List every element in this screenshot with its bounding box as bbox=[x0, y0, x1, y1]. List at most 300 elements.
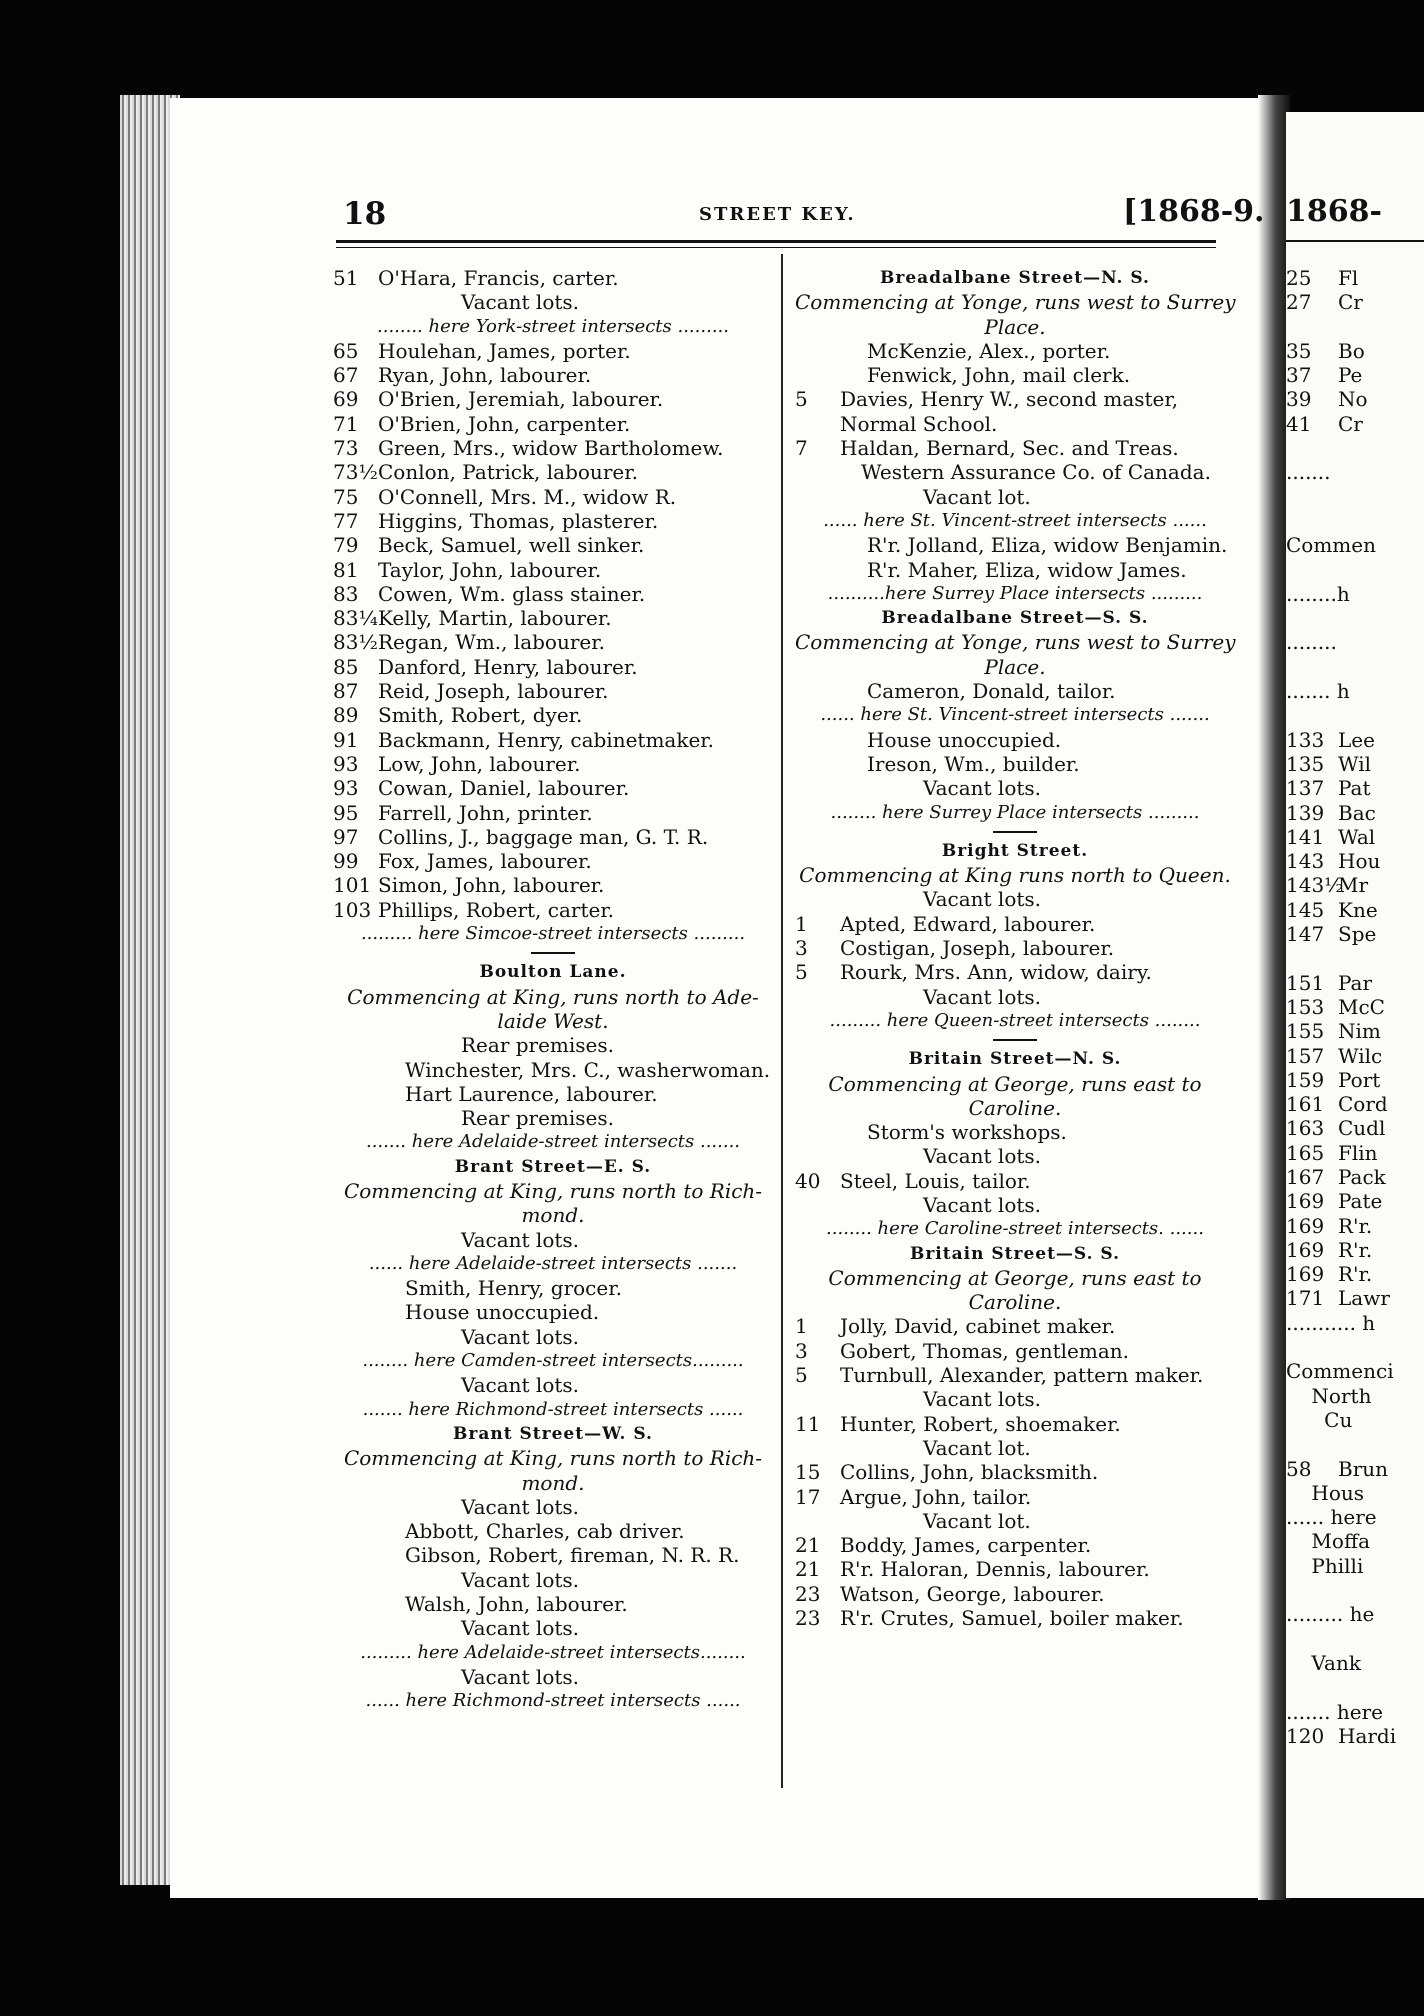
directory-entry bbox=[333, 606, 773, 630]
resident-name: Walsh, John, labourer. bbox=[405, 1592, 628, 1617]
vacancy-note: Vacant lots. bbox=[461, 1567, 580, 1592]
directory-entry bbox=[333, 776, 773, 800]
resident-name: R'r. Haloran, Dennis, labourer. bbox=[840, 1557, 1150, 1582]
blank-line bbox=[1286, 1627, 1424, 1651]
house-number: 83½ bbox=[333, 630, 378, 655]
vacancy-note: Vacant lots. bbox=[923, 1144, 1042, 1169]
intersection-note: ...... here Adelaide-street intersects ....... bbox=[368, 1252, 738, 1274]
middle-column bbox=[795, 266, 1235, 1630]
resident-name: Lee bbox=[1338, 727, 1375, 752]
resident-name: Hardi bbox=[1338, 1723, 1397, 1748]
text-line: ........h bbox=[1286, 581, 1350, 606]
resident-name: Cameron, Donald, tailor. bbox=[867, 679, 1116, 704]
intersection-note: ...... here Richmond-street intersects ...... bbox=[365, 1690, 741, 1712]
resident-name: Pe bbox=[1338, 363, 1363, 388]
directory-entry bbox=[333, 533, 773, 557]
house-number: 153 bbox=[1286, 994, 1325, 1019]
house-number: 167 bbox=[1286, 1164, 1325, 1189]
directory-entry bbox=[333, 898, 773, 922]
house-number: 75 bbox=[333, 484, 359, 509]
street-title: Bright Street. bbox=[941, 840, 1089, 861]
resident-name: Hunter, Robert, shoemaker. bbox=[840, 1411, 1121, 1436]
street-title: Boulton Lane. bbox=[479, 962, 627, 983]
resident-name: Argue, John, tailor. bbox=[840, 1484, 1032, 1509]
resident-name: Fox, James, labourer. bbox=[378, 849, 592, 874]
directory-entry bbox=[1286, 1165, 1424, 1189]
directory-entry bbox=[1286, 776, 1424, 800]
house-number: 83¼ bbox=[333, 606, 378, 631]
directory-entry bbox=[795, 1485, 1235, 1509]
house-number: 83 bbox=[333, 581, 359, 606]
resident-name: R'r. Maher, Eliza, widow James. bbox=[867, 557, 1187, 582]
directory-entry bbox=[1286, 849, 1424, 873]
text-line: ......... he bbox=[1286, 1602, 1375, 1627]
vacancy-note: Vacant lots. bbox=[461, 1324, 580, 1349]
house-number: 11 bbox=[795, 1411, 821, 1436]
street-description: Commencing at Yonge, runs west to Surrey bbox=[795, 290, 1236, 315]
house-number: 37 bbox=[1286, 363, 1312, 388]
resident-name: Houlehan, James, porter. bbox=[378, 338, 631, 363]
house-number: 25 bbox=[1286, 266, 1312, 290]
vacancy-note: Vacant lots. bbox=[923, 1192, 1042, 1217]
text-line: ....... h bbox=[1286, 679, 1350, 704]
directory-entry bbox=[1286, 728, 1424, 752]
directory-entry bbox=[333, 873, 773, 897]
blank-line bbox=[1286, 655, 1424, 679]
intersection-note: ...... here St. Vincent-street intersects ....... bbox=[820, 704, 1210, 726]
resident-name: Danford, Henry, labourer. bbox=[378, 654, 638, 679]
house-number: 77 bbox=[333, 508, 359, 533]
house-number: 5 bbox=[795, 1363, 808, 1388]
directory-entry bbox=[795, 960, 1235, 984]
directory-entry bbox=[333, 703, 773, 727]
house-number: 165 bbox=[1286, 1140, 1325, 1165]
directory-entry bbox=[795, 1606, 1235, 1630]
resident-name: R'r. bbox=[1338, 1213, 1373, 1238]
house-number: 51 bbox=[333, 266, 359, 290]
intersection-note: ...... here St. Vincent-street intersects ...... bbox=[823, 509, 1207, 531]
resident-name: Gibson, Robert, fireman, N. R. R. bbox=[405, 1543, 740, 1568]
vacancy-note: Rear premises. bbox=[461, 1106, 615, 1131]
directory-entry bbox=[1286, 1262, 1424, 1286]
header-rule-top bbox=[336, 240, 1216, 243]
house-number: 65 bbox=[333, 338, 359, 363]
text-line: Commenci bbox=[1286, 1359, 1394, 1384]
resident-name: Ireson, Wm., builder. bbox=[867, 751, 1080, 776]
house-number: 93 bbox=[333, 776, 359, 801]
resident-name: R'r. Crutes, Samuel, boiler maker. bbox=[840, 1606, 1184, 1631]
resident-name: McKenzie, Alex., porter. bbox=[867, 338, 1111, 363]
blank-line bbox=[1286, 1675, 1424, 1699]
resident-name: Watson, George, labourer. bbox=[840, 1581, 1105, 1606]
directory-entry bbox=[333, 363, 773, 387]
directory-entry bbox=[1286, 1116, 1424, 1140]
street-title: Britain Street—N. S. bbox=[908, 1049, 1122, 1070]
resident-name: Boddy, James, carpenter. bbox=[840, 1533, 1092, 1558]
intersection-note: ........ here Surrey Place intersects ......... bbox=[830, 801, 1200, 823]
vacancy-note: Vacant lot. bbox=[923, 1508, 1031, 1533]
directory-entry bbox=[795, 1557, 1235, 1581]
resident-name: Turnbull, Alexander, pattern maker. bbox=[840, 1363, 1204, 1388]
directory-entry bbox=[1286, 922, 1424, 946]
resident-name: McC bbox=[1338, 994, 1385, 1019]
house-number: 151 bbox=[1286, 970, 1325, 995]
resident-name: Par bbox=[1338, 970, 1373, 995]
house-number: 41 bbox=[1286, 411, 1312, 436]
street-description: Commencing at George, runs east to bbox=[828, 1071, 1202, 1096]
street-description: Commencing at George, runs east to bbox=[828, 1265, 1202, 1290]
resident-name: Wil bbox=[1338, 751, 1371, 776]
house-number: 169 bbox=[1286, 1262, 1325, 1287]
resident-name: Davies, Henry W., second master, bbox=[840, 387, 1179, 412]
resident-name: O'Connell, Mrs. M., widow R. bbox=[378, 484, 677, 509]
street-description: Commencing at King, runs north to Ade- bbox=[347, 984, 759, 1009]
intersection-note: ......... here Simcoe-street intersects ......... bbox=[360, 923, 746, 945]
resident-name: Steel, Louis, tailor. bbox=[840, 1168, 1031, 1193]
entry-continuation: Normal School. bbox=[840, 411, 998, 436]
entry-continuation: Western Assurance Co. of Canada. bbox=[861, 460, 1211, 485]
resident-name: Farrell, John, printer. bbox=[378, 800, 593, 825]
street-title: Breadalbane Street—N. S. bbox=[880, 268, 1150, 288]
house-number: 143½ bbox=[1286, 873, 1344, 898]
resident-name: Smith, Henry, grocer. bbox=[405, 1276, 622, 1301]
house-number: 35 bbox=[1286, 338, 1312, 363]
resident-name: Backmann, Henry, cabinetmaker. bbox=[378, 727, 715, 752]
blank-line bbox=[1286, 1335, 1424, 1359]
left-column bbox=[333, 266, 773, 1714]
text-line: Vank bbox=[1286, 1650, 1361, 1675]
house-number: 99 bbox=[333, 849, 359, 874]
resident-name: O'Brien, Jeremiah, labourer. bbox=[378, 387, 664, 412]
street-description: laide West. bbox=[497, 1008, 609, 1033]
directory-entry bbox=[1286, 339, 1424, 363]
directory-entry bbox=[1286, 801, 1424, 825]
house-number: 39 bbox=[1286, 387, 1312, 412]
header-rule-bottom bbox=[336, 247, 1216, 248]
resident-name: Jolly, David, cabinet maker. bbox=[840, 1314, 1116, 1339]
next-page-fragment bbox=[1286, 112, 1424, 1898]
running-title: STREET KEY. bbox=[699, 204, 856, 225]
resident-name: Phillips, Robert, carter. bbox=[378, 897, 615, 922]
blank-line bbox=[1286, 1578, 1424, 1602]
street-description: Place. bbox=[984, 654, 1046, 679]
house-number: 143 bbox=[1286, 849, 1325, 874]
house-number: 87 bbox=[333, 679, 359, 704]
house-number: 135 bbox=[1286, 751, 1325, 776]
resident-name: R'r. Jolland, Eliza, widow Benjamin. bbox=[867, 533, 1228, 558]
directory-entry bbox=[795, 936, 1235, 960]
street-description: mond. bbox=[521, 1203, 585, 1228]
text-line: ........ bbox=[1286, 630, 1337, 655]
text-line: Moffa bbox=[1286, 1529, 1371, 1554]
resident-name: R'r. bbox=[1338, 1262, 1373, 1287]
house-number: 15 bbox=[795, 1460, 821, 1485]
resident-name: House unoccupied. bbox=[405, 1300, 600, 1325]
house-number: 7 bbox=[795, 436, 808, 461]
vacancy-note: Vacant lot. bbox=[923, 1435, 1031, 1460]
vacancy-note: Vacant lots. bbox=[461, 1373, 580, 1398]
resident-name: Cr bbox=[1338, 411, 1363, 436]
house-number: 21 bbox=[795, 1557, 821, 1582]
directory-entry bbox=[1286, 873, 1424, 897]
house-number: 40 bbox=[795, 1168, 821, 1193]
blank-line bbox=[1286, 946, 1424, 970]
street-description: Commencing at King runs north to Queen. bbox=[799, 863, 1231, 888]
section-separator bbox=[333, 946, 773, 960]
directory-entry bbox=[1286, 1457, 1424, 1481]
house-number: 157 bbox=[1286, 1043, 1325, 1068]
resident-name: Collins, J., baggage man, G. T. R. bbox=[378, 824, 709, 849]
house-number: 71 bbox=[333, 411, 359, 436]
street-description: Commencing at Yonge, runs west to Surrey bbox=[795, 630, 1236, 655]
house-number: 17 bbox=[795, 1484, 821, 1509]
house-number: 103 bbox=[333, 897, 372, 922]
directory-entry bbox=[333, 582, 773, 606]
house-number: 169 bbox=[1286, 1213, 1325, 1238]
resident-name: Hou bbox=[1338, 849, 1381, 874]
house-number: 155 bbox=[1286, 1019, 1325, 1044]
directory-entry bbox=[1286, 825, 1424, 849]
resident-name: Ryan, John, labourer. bbox=[378, 363, 592, 388]
text-line: ........... h bbox=[1286, 1310, 1376, 1335]
directory-entry bbox=[1286, 752, 1424, 776]
text-line: Hous bbox=[1286, 1480, 1365, 1505]
directory-entry bbox=[1286, 1141, 1424, 1165]
intersection-note: ......... here Queen-street intersects ........ bbox=[829, 1009, 1201, 1031]
directory-entry bbox=[795, 1169, 1235, 1193]
house-number: 67 bbox=[333, 363, 359, 388]
directory-entry bbox=[1286, 363, 1424, 387]
directory-entry bbox=[795, 912, 1235, 936]
vacancy-note: Vacant lots. bbox=[461, 1494, 580, 1519]
page-number: 18 bbox=[343, 196, 387, 232]
house-number: 169 bbox=[1286, 1189, 1325, 1214]
blank-line bbox=[1286, 436, 1424, 460]
house-number: 101 bbox=[333, 873, 372, 898]
directory-entry bbox=[333, 485, 773, 509]
directory-entry bbox=[1286, 1044, 1424, 1068]
directory-entry bbox=[795, 436, 1235, 460]
blank-line bbox=[1286, 1432, 1424, 1456]
directory-entry bbox=[795, 1533, 1235, 1557]
column-divider bbox=[781, 254, 783, 1788]
house-number: 21 bbox=[795, 1533, 821, 1558]
resident-name: Higgins, Thomas, plasterer. bbox=[378, 508, 659, 533]
blank-line bbox=[1286, 509, 1424, 533]
house-number: 120 bbox=[1286, 1723, 1325, 1748]
vacancy-note: Vacant lots. bbox=[923, 984, 1042, 1009]
street-title: Brant Street—W. S. bbox=[453, 1423, 653, 1444]
resident-name: Winchester, Mrs. C., washerwoman. bbox=[405, 1057, 771, 1082]
directory-entry bbox=[1286, 898, 1424, 922]
house-number: 161 bbox=[1286, 1092, 1325, 1117]
house-number: 1 bbox=[795, 1314, 808, 1339]
resident-name: Low, John, labourer. bbox=[378, 751, 581, 776]
house-number: 141 bbox=[1286, 824, 1325, 849]
house-number: 147 bbox=[1286, 922, 1325, 947]
directory-entry bbox=[333, 728, 773, 752]
blank-line bbox=[1286, 606, 1424, 630]
blank-line bbox=[1286, 558, 1424, 582]
intersection-note: ....... here Richmond-street intersects ...... bbox=[362, 1398, 744, 1420]
vacancy-note: Rear premises. bbox=[461, 1033, 615, 1058]
resident-name: Cr bbox=[1338, 290, 1363, 315]
directory-entry bbox=[333, 266, 773, 290]
directory-entry bbox=[333, 630, 773, 654]
street-title: Britain Street—S. S. bbox=[909, 1243, 1121, 1264]
directory-entry bbox=[333, 849, 773, 873]
house-number: 27 bbox=[1286, 290, 1312, 315]
intersection-note: ....... here Adelaide-street intersects ....... bbox=[365, 1131, 741, 1153]
resident-name: Conlon, Patrick, labourer. bbox=[378, 460, 638, 485]
resident-name: Brun bbox=[1338, 1456, 1389, 1481]
text-line: North bbox=[1286, 1383, 1372, 1408]
directory-entry bbox=[1286, 1189, 1424, 1213]
house-number: 69 bbox=[333, 387, 359, 412]
resident-name: Cowen, Wm. glass stainer. bbox=[378, 581, 646, 606]
house-number: 5 bbox=[795, 960, 808, 985]
intersection-note: ........ here York-street intersects ......... bbox=[377, 315, 729, 337]
house-number: 23 bbox=[795, 1606, 821, 1631]
resident-name: Cowan, Daniel, labourer. bbox=[378, 776, 630, 801]
directory-entry bbox=[1286, 971, 1424, 995]
resident-name: Wilc bbox=[1338, 1043, 1383, 1068]
resident-name: Taylor, John, labourer. bbox=[378, 557, 602, 582]
street-description: Commencing at King, runs north to Rich- bbox=[343, 1446, 763, 1471]
resident-name: Bo bbox=[1338, 338, 1365, 363]
resident-name: Fenwick, John, mail clerk. bbox=[867, 363, 1131, 388]
house-number: 163 bbox=[1286, 1116, 1325, 1141]
resident-name: Apted, Edward, labourer. bbox=[840, 911, 1096, 936]
resident-name: No bbox=[1338, 387, 1368, 412]
directory-entry bbox=[795, 1582, 1235, 1606]
resident-name: Storm's workshops. bbox=[867, 1120, 1067, 1145]
resident-name: Kne bbox=[1338, 897, 1378, 922]
blank-line bbox=[1286, 485, 1424, 509]
directory-entry bbox=[795, 1412, 1235, 1436]
directory-entry bbox=[1286, 1214, 1424, 1238]
directory-entry bbox=[1286, 412, 1424, 436]
intersection-note: ......... here Adelaide-street intersects........ bbox=[360, 1641, 746, 1663]
resident-name: Pate bbox=[1338, 1189, 1383, 1214]
intersection-note: ........ here Camden-street intersects......... bbox=[362, 1350, 744, 1372]
street-description: Caroline. bbox=[968, 1290, 1062, 1315]
resident-name: Mr bbox=[1338, 873, 1369, 898]
resident-name: Smith, Robert, dyer. bbox=[378, 703, 583, 728]
resident-name: Simon, John, labourer. bbox=[378, 873, 605, 898]
street-title: Brant Street—E. S. bbox=[454, 1156, 652, 1177]
directory-entry bbox=[1286, 266, 1424, 290]
directory-entry bbox=[333, 460, 773, 484]
section-separator bbox=[795, 1033, 1235, 1047]
vacancy-note: Vacant lot. bbox=[923, 484, 1031, 509]
directory-entry bbox=[333, 339, 773, 363]
house-number: 23 bbox=[795, 1581, 821, 1606]
directory-entry bbox=[333, 679, 773, 703]
directory-entry bbox=[333, 825, 773, 849]
house-number: 137 bbox=[1286, 776, 1325, 801]
house-number: 89 bbox=[333, 703, 359, 728]
house-number: 79 bbox=[333, 533, 359, 558]
resident-name: Bac bbox=[1338, 800, 1376, 825]
text-line: ...... here bbox=[1286, 1505, 1377, 1530]
resident-name: House unoccupied. bbox=[867, 727, 1062, 752]
years-label: [1868-9. bbox=[1123, 194, 1265, 229]
house-number: 139 bbox=[1286, 800, 1325, 825]
resident-name: Haldan, Bernard, Sec. and Treas. bbox=[840, 436, 1179, 461]
directory-entry bbox=[1286, 995, 1424, 1019]
resident-name: Nim bbox=[1338, 1019, 1381, 1044]
resident-name: O'Hara, Francis, carter. bbox=[378, 266, 619, 290]
directory-entry bbox=[1286, 1724, 1424, 1748]
house-number: 145 bbox=[1286, 897, 1325, 922]
house-number: 3 bbox=[795, 1338, 808, 1363]
vacancy-note: Vacant lots. bbox=[461, 290, 580, 315]
house-number: 85 bbox=[333, 654, 359, 679]
resident-name: Kelly, Martin, labourer. bbox=[378, 606, 612, 631]
resident-name: Green, Mrs., widow Bartholomew. bbox=[378, 436, 724, 461]
directory-entry bbox=[795, 1339, 1235, 1363]
resident-name: Gobert, Thomas, gentleman. bbox=[840, 1338, 1130, 1363]
directory-entry bbox=[1286, 1238, 1424, 1262]
blank-line bbox=[1286, 703, 1424, 727]
house-number: 73½ bbox=[333, 460, 378, 485]
vacancy-note: Vacant lots. bbox=[461, 1616, 580, 1641]
directory-entry bbox=[1286, 1068, 1424, 1092]
vacancy-note: Vacant lots. bbox=[461, 1664, 580, 1689]
house-number: 81 bbox=[333, 557, 359, 582]
vacancy-note: Vacant lots. bbox=[923, 1387, 1042, 1412]
resident-name: Flin bbox=[1338, 1140, 1378, 1165]
directory-entry bbox=[333, 558, 773, 582]
directory-entry bbox=[1286, 1019, 1424, 1043]
resident-name: Cudl bbox=[1338, 1116, 1386, 1141]
directory-entry bbox=[1286, 1286, 1424, 1310]
text-line: Commen bbox=[1286, 533, 1376, 558]
house-number: 133 bbox=[1286, 727, 1325, 752]
directory-entry bbox=[795, 387, 1235, 411]
resident-name: Abbott, Charles, cab driver. bbox=[405, 1519, 685, 1544]
house-number: 1 bbox=[795, 911, 808, 936]
resident-name: R'r. bbox=[1338, 1237, 1373, 1262]
vacancy-note: Vacant lots. bbox=[923, 776, 1042, 801]
resident-name: Spe bbox=[1338, 922, 1377, 947]
resident-name: Regan, Wm., labourer. bbox=[378, 630, 605, 655]
text-line: Cu bbox=[1286, 1407, 1353, 1432]
house-number: 169 bbox=[1286, 1237, 1325, 1262]
resident-name: Pat bbox=[1338, 776, 1371, 801]
directory-entry bbox=[795, 1460, 1235, 1484]
resident-name: Fl bbox=[1338, 266, 1359, 290]
house-number: 159 bbox=[1286, 1067, 1325, 1092]
directory-entry bbox=[333, 801, 773, 825]
street-description: Caroline. bbox=[968, 1095, 1062, 1120]
resident-name: Hart Laurence, labourer. bbox=[405, 1081, 658, 1106]
directory-entry bbox=[333, 752, 773, 776]
street-description: Commencing at King, runs north to Rich- bbox=[343, 1178, 763, 1203]
directory-entry bbox=[333, 436, 773, 460]
house-number: 73 bbox=[333, 436, 359, 461]
next-page-years: 1868- bbox=[1286, 194, 1382, 229]
next-page-rule bbox=[1286, 240, 1424, 242]
resident-name: Beck, Samuel, well sinker. bbox=[378, 533, 645, 558]
house-number: 3 bbox=[795, 936, 808, 961]
text-line: Philli bbox=[1286, 1553, 1364, 1578]
resident-name: Pack bbox=[1338, 1164, 1386, 1189]
house-number: 93 bbox=[333, 751, 359, 776]
resident-name: Wal bbox=[1338, 824, 1376, 849]
house-number: 171 bbox=[1286, 1286, 1325, 1311]
